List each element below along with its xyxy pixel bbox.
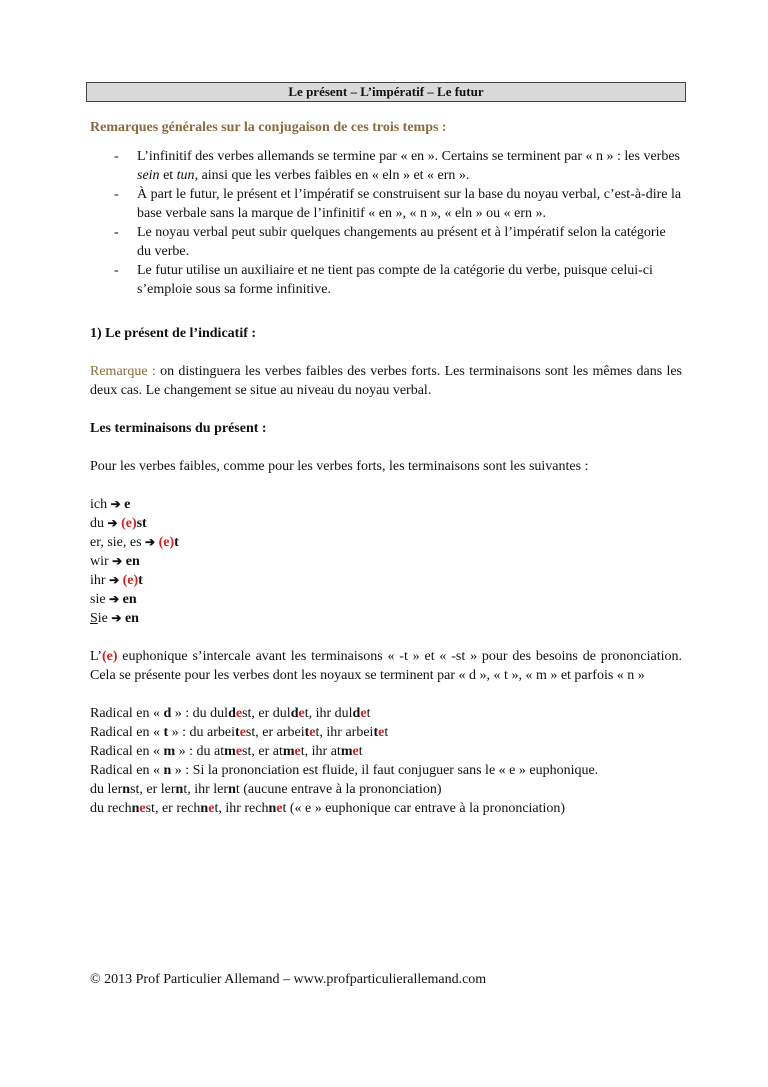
remark-paragraph: Remarque : on distinguera les verbes faibles des verbes forts. Les terminaisons sont les mêmes dans les deux cas. Le changement se situe au niveau du noyau verbal. — [90, 364, 683, 398]
rechn-example-line: du rechnest, er rechnet, ihr rechnet (« e » euphonique car entrave à la prononciation) — [90, 801, 566, 816]
radical-n-line: Radical en « n » : Si la prononciation est fluide, il faut conjuguer sans le « e » euphonique. — [90, 763, 599, 778]
arrow-icon: ➔ — [145, 535, 156, 549]
document-page — [90, 82, 682, 818]
conjugation-row: er, sie, es ➔ (e)t — [90, 535, 179, 550]
arrow-icon: ➔ — [109, 592, 120, 606]
conjugation-row: wir ➔ en — [90, 554, 140, 569]
conjugation-table — [90, 495, 682, 628]
endings-heading: Les terminaisons du présent : — [90, 421, 267, 436]
list-item: - L’infinitif des verbes allemands se termine par « en ». Certains se terminent par « n » : les verbes sein et tun, ainsi que les verbes faibles en « eln » et « ern ». — [90, 147, 682, 185]
remark-label: Remarque : — [90, 364, 156, 379]
arrow-icon: ➔ — [110, 497, 121, 511]
radical-t-line: Radical en « t » : du arbeitest, er arbeitet, ihr arbeitet — [90, 725, 389, 740]
conjugation-row: ihr ➔ (e)t — [90, 573, 143, 588]
list-item: - À part le futur, le présent et l’impératif se construisent sur la base du noyau verbal, c’est-à-dire la base verbale sans la marque de l’infinitif « en », « n », « eln » ou « ern ». — [90, 185, 682, 223]
radical-m-line: Radical en « m » : du atmest, er atmet, ihr atmet — [90, 744, 363, 759]
list-item: - Le noyau verbal peut subir quelques changements au présent et à l’impératif selon la catégorie du verbe. — [90, 223, 682, 261]
arrow-icon: ➔ — [109, 573, 120, 587]
conjugation-row: du ➔ (e)st — [90, 516, 147, 531]
arrow-icon: ➔ — [107, 516, 118, 530]
general-remarks-list — [90, 147, 682, 299]
page-footer: © 2013 Prof Particulier Allemand – www.profparticulierallemand.com — [90, 972, 487, 987]
endings-intro: Pour les verbes faibles, comme pour les verbes forts, les terminaisons sont les suivantes : — [90, 459, 589, 474]
arrow-icon: ➔ — [111, 611, 122, 625]
list-item: - Le futur utilise un auxiliaire et ne tient pas compte de la catégorie du verbe, puisque celui-ci s’emploie sous sa forme infinitive. — [90, 261, 682, 299]
conjugation-row: Sie ➔ en — [90, 611, 139, 626]
lern-example-line: du lernst, er lernt, ihr lernt (aucune entrave à la prononciation) — [90, 782, 442, 797]
section-1-heading: 1) Le présent de l’indicatif : — [90, 326, 257, 341]
page-title: Le présent – L’impératif – Le futur — [86, 82, 686, 102]
euphonic-paragraph: L’(e) euphonique s’intercale avant les terminaisons « -t » et « -st » pour des besoins de prononciation. Cela se présente pour les verbes dont les noyaux se terminent par « d », « t », « m » et parfois « n » — [90, 649, 682, 683]
arrow-icon: ➔ — [112, 554, 123, 568]
radical-d-line: Radical en « d » : du duldest, er duldet, ihr duldet — [90, 706, 371, 721]
conjugation-row: ich ➔ e — [90, 497, 131, 512]
general-remarks-heading: Remarques générales sur la conjugaison de ces trois temps : — [90, 120, 447, 135]
radical-examples — [90, 704, 682, 818]
conjugation-row: sie ➔ en — [90, 592, 137, 607]
